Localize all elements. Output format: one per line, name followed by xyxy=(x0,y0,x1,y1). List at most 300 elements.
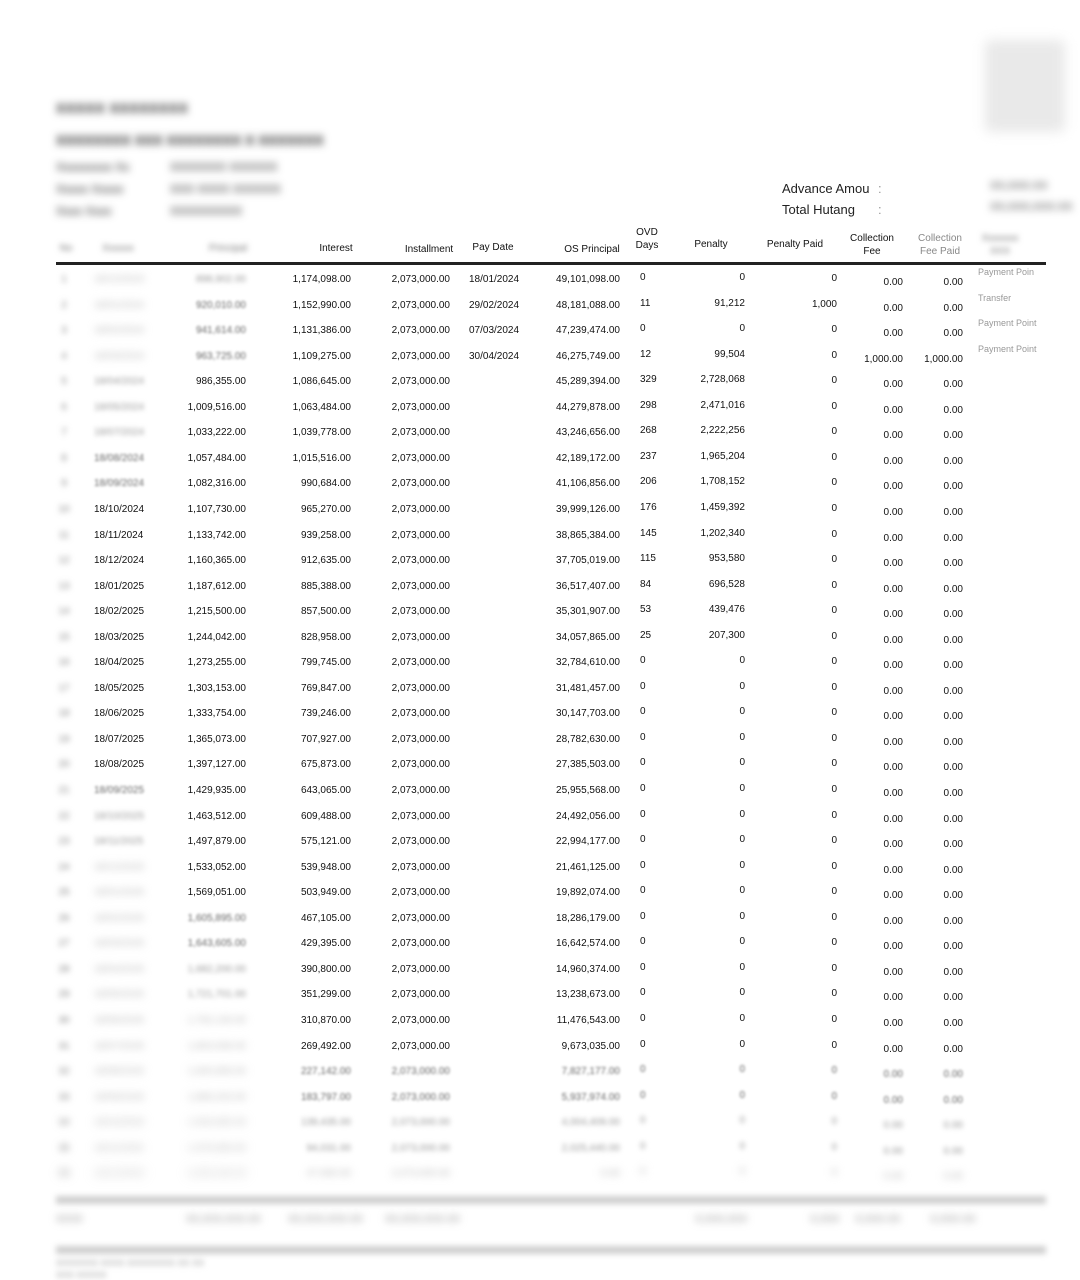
row-installment: 2,073,000.00 xyxy=(391,708,450,720)
row-penalty: 2,471,016 xyxy=(700,399,745,411)
row-penalty-paid: 0 xyxy=(831,502,837,514)
row-collection-fee-paid: 0.00 xyxy=(943,711,963,723)
row-penalty: 0 xyxy=(739,706,745,718)
row-interest: 1,063,484.00 xyxy=(292,401,351,413)
row-penalty: 207,300 xyxy=(708,629,745,641)
footer-print-note: XXXXXXX XXXX XXXXXXXX XX XX xyxy=(56,1257,205,1268)
footer-total-collection-fee-paid: X,XXX.XX xyxy=(930,1213,976,1225)
row-ovd-days: 0 xyxy=(640,1064,646,1076)
row-os-principal: 2,025,440.00 xyxy=(561,1142,620,1154)
row-penalty-paid: 0 xyxy=(831,681,837,693)
row-due-date: 18/01/2025 xyxy=(94,580,145,592)
row-collection-fee: 0.00 xyxy=(883,1145,903,1157)
row-due-date: 18/12/2026 xyxy=(94,1168,145,1180)
row-collection-fee: 0.00 xyxy=(883,609,903,621)
table-row xyxy=(0,450,1080,478)
row-collection-fee: 0.00 xyxy=(883,660,903,672)
row-collection-fee-paid: 1,000.00 xyxy=(924,353,963,365)
row-interest: 857,500.00 xyxy=(300,606,351,618)
row-installment: 2,073,000.00 xyxy=(391,1040,450,1052)
row-ovd-days: 53 xyxy=(640,604,652,616)
header-field-label: Xxxx Xxxx xyxy=(56,204,112,218)
row-penalty-paid: 0 xyxy=(831,1141,837,1153)
row-penalty: 0 xyxy=(739,1089,745,1101)
row-number: 2 xyxy=(61,299,67,311)
row-penalty: 91,212 xyxy=(714,297,745,309)
table-row xyxy=(0,501,1080,529)
row-collection-fee-paid: 0.00 xyxy=(943,1094,963,1106)
row-number: 7 xyxy=(61,427,67,439)
row-penalty: 439,476 xyxy=(708,604,745,616)
table-row xyxy=(0,887,1080,912)
row-principal: 1,569,051.00 xyxy=(187,887,246,899)
row-ovd-days: 84 xyxy=(640,578,652,590)
row-ovd-days: 237 xyxy=(640,450,657,462)
footer-total-collection-fee: X,XXX.XX xyxy=(855,1213,901,1225)
row-os-principal: 27,385,503.00 xyxy=(556,759,620,771)
row-penalty: 0 xyxy=(739,1115,745,1127)
row-installment: 2,073,000.00 xyxy=(391,810,450,822)
row-due-date: 18/10/2025 xyxy=(94,810,145,822)
row-os-principal: 25,955,568.00 xyxy=(556,785,620,796)
row-ovd-days: 0 xyxy=(640,1089,646,1101)
row-number: 17 xyxy=(58,682,70,694)
row-interest: 828,958.00 xyxy=(300,631,351,643)
row-principal: 1,273,255.00 xyxy=(187,657,246,669)
row-interest: 1,086,645.00 xyxy=(292,376,351,388)
row-principal: 920,010.00 xyxy=(195,299,246,311)
column-header-collection-fee-paid: Collection Fee Paid xyxy=(918,233,962,257)
row-due-date: 18/08/2025 xyxy=(94,759,145,771)
row-collection-fee: 0.00 xyxy=(883,941,903,953)
row-principal: 1,533,052.00 xyxy=(187,861,246,873)
table-row xyxy=(0,680,1080,708)
row-principal: 1,497,879.00 xyxy=(187,836,246,848)
row-collection-fee: 0.00 xyxy=(883,634,903,646)
row-installment: 2,073,000.00 xyxy=(391,631,450,643)
row-penalty: 1,202,340 xyxy=(700,527,745,539)
row-penalty-paid: 0 xyxy=(831,962,837,974)
row-interest: 939,258.00 xyxy=(300,529,351,541)
row-due-date: 18/05/2026 xyxy=(94,989,145,1001)
row-penalty: 2,222,256 xyxy=(700,425,745,437)
row-installment: 2,073,000.00 xyxy=(391,682,450,694)
footer-total-label: XXXX xyxy=(56,1213,83,1225)
row-collection-fee-paid: 0.00 xyxy=(943,430,963,442)
row-collection-fee: 0.00 xyxy=(883,915,903,927)
row-ovd-days: 0 xyxy=(640,323,646,335)
total-hutang-colon: : xyxy=(878,202,882,217)
row-number: 36 xyxy=(58,1168,70,1180)
row-installment: 2,073,000.00 xyxy=(391,325,450,337)
table-row xyxy=(0,478,1080,503)
row-principal: 1,244,042.00 xyxy=(187,631,246,643)
row-pay-date: 30/04/2024 xyxy=(469,350,520,362)
row-interest: 885,388.00 xyxy=(300,580,351,592)
row-collection-fee: 0.00 xyxy=(883,1120,903,1132)
column-header-no: No xyxy=(59,243,73,254)
row-os-principal: 48,181,088.00 xyxy=(556,299,620,311)
row-os-principal: 18,286,179.00 xyxy=(556,912,620,924)
row-os-principal: 46,275,749.00 xyxy=(556,350,620,362)
row-principal: 1,429,935.00 xyxy=(187,785,246,796)
row-penalty-paid: 0 xyxy=(831,1039,837,1051)
header-field-label: Xxxxxxxxx Xx xyxy=(56,160,130,174)
row-due-date: 18/02/2026 xyxy=(94,912,145,924)
row-number: 32 xyxy=(58,1066,70,1078)
total-hutang-value: XX,XXX,XXX.XX xyxy=(990,201,1073,213)
footer-total-interest: XX,XXX,XXX.XX xyxy=(288,1213,364,1225)
row-installment: 2,073,000.00 xyxy=(391,1014,450,1026)
table-row xyxy=(0,910,1080,938)
row-principal: 1,605,895.00 xyxy=(187,912,246,924)
row-os-principal: 9,673,035.00 xyxy=(561,1040,620,1052)
row-collection-fee-paid: 0.00 xyxy=(943,379,963,391)
footer-total-penalty-paid: X,XXX xyxy=(810,1213,840,1225)
row-number: 10 xyxy=(58,503,70,515)
row-principal: 1,033,222.00 xyxy=(187,427,246,439)
row-collection-fee: 0.00 xyxy=(883,404,903,416)
row-installment: 2,073,000.00 xyxy=(391,657,450,669)
row-interest: 575,121.00 xyxy=(300,836,351,848)
row-interest: 1,174,098.00 xyxy=(292,274,351,285)
row-collection-fee-paid: 0.00 xyxy=(943,966,963,978)
row-collection-fee-paid: 0.00 xyxy=(943,762,963,774)
row-penalty-paid: 0 xyxy=(831,656,837,668)
row-os-principal: 37,705,019.00 xyxy=(556,555,620,567)
row-penalty: 0 xyxy=(739,961,745,973)
row-installment: 2,073,000.00 xyxy=(391,401,450,413)
row-ovd-days: 0 xyxy=(640,808,646,820)
column-header-collection-fee: Collection Fee xyxy=(850,233,894,257)
row-penalty-paid: 0 xyxy=(831,451,837,463)
row-principal: 1,133,742.00 xyxy=(187,529,246,541)
column-header-extra: Xxxxxxx XXX xyxy=(981,233,1019,257)
row-principal: 1,762,130.00 xyxy=(187,1014,246,1026)
row-collection-fee-paid: 0.00 xyxy=(943,890,963,902)
row-os-principal: 45,289,394.00 xyxy=(556,376,620,388)
row-collection-fee: 0.00 xyxy=(883,788,903,799)
row-collection-fee-paid: 0.00 xyxy=(943,328,963,340)
row-interest: 1,015,516.00 xyxy=(292,452,351,464)
row-installment: 2,073,000.00 xyxy=(391,1091,450,1103)
row-collection-fee: 0.00 xyxy=(883,864,903,876)
row-installment: 2,073,000.00 xyxy=(391,427,450,439)
table-row xyxy=(0,427,1080,452)
row-due-date: 18/09/2025 xyxy=(94,785,145,796)
row-collection-fee: 0.00 xyxy=(883,481,903,493)
row-os-principal: 35,301,907.00 xyxy=(556,606,620,618)
table-row xyxy=(0,578,1080,606)
row-penalty-paid: 0 xyxy=(831,911,837,923)
row-installment: 2,073,000.00 xyxy=(391,887,450,899)
row-penalty: 0 xyxy=(739,1012,745,1024)
row-ovd-days: 176 xyxy=(640,501,657,513)
row-ovd-days: 298 xyxy=(640,399,657,411)
row-installment: 2,073,000.00 xyxy=(391,1168,450,1180)
row-collection-fee: 0.00 xyxy=(883,430,903,442)
row-number: 22 xyxy=(58,810,70,822)
row-penalty: 0 xyxy=(739,323,745,335)
table-row xyxy=(0,961,1080,989)
row-penalty-paid: 0 xyxy=(831,732,837,744)
row-collection-fee-paid: 0.00 xyxy=(943,839,963,851)
row-interest: 310,870.00 xyxy=(300,1014,351,1026)
header-field-value: XXXXXXXXX xyxy=(170,204,243,218)
company-logo xyxy=(985,40,1065,132)
table-row xyxy=(0,555,1080,580)
row-penalty: 0 xyxy=(739,859,745,871)
row-due-date: 18/01/2026 xyxy=(94,887,145,899)
row-penalty: 953,580 xyxy=(708,553,745,565)
row-due-date: 18/12/2025 xyxy=(94,861,145,873)
row-number: 33 xyxy=(58,1091,70,1103)
row-number: 19 xyxy=(58,733,70,745)
row-penalty-paid: 0 xyxy=(831,988,837,1000)
row-number: 6 xyxy=(61,401,67,413)
row-collection-fee-paid: 0.00 xyxy=(943,813,963,825)
column-header-due-date: Xxxxxx xyxy=(102,243,134,254)
row-number: 5 xyxy=(61,376,67,388)
column-header-principal: Principal xyxy=(208,243,248,254)
row-collection-fee-paid: 0.00 xyxy=(943,583,963,595)
table-row xyxy=(0,292,1080,325)
row-number: 23 xyxy=(58,836,70,848)
row-os-principal: 11,476,543.00 xyxy=(556,1014,620,1026)
row-penalty-paid: 0 xyxy=(831,1013,837,1025)
row-collection-fee-paid: 0.00 xyxy=(943,404,963,416)
table-row xyxy=(0,708,1080,733)
row-interest: 467,105.00 xyxy=(300,912,351,924)
row-ovd-days: 0 xyxy=(640,1140,646,1152)
row-interest: 707,927.00 xyxy=(300,733,351,745)
row-installment: 2,073,000.00 xyxy=(391,606,450,618)
row-collection-fee-paid: 0.00 xyxy=(943,864,963,876)
row-installment: 2,073,000.00 xyxy=(391,938,450,950)
row-number: 11 xyxy=(58,529,70,541)
row-due-date: 18/08/2024 xyxy=(94,452,145,464)
row-number: 1 xyxy=(61,274,67,285)
row-interest: 227,142.00 xyxy=(300,1066,351,1078)
row-os-principal: 42,189,172.00 xyxy=(556,452,620,464)
row-installment: 2,073,000.00 xyxy=(391,1066,450,1078)
row-interest: 1,152,990.00 xyxy=(292,299,351,311)
row-penalty: 0 xyxy=(739,834,745,846)
row-due-date: 18/02/2025 xyxy=(94,606,145,618)
row-penalty-paid: 0 xyxy=(831,528,837,540)
row-principal: 1,107,730.00 xyxy=(187,503,246,515)
row-due-date: 18/09/2024 xyxy=(94,478,145,490)
row-number: 15 xyxy=(58,631,70,643)
row-number: 30 xyxy=(58,1014,70,1026)
row-penalty-paid: 1,000 xyxy=(811,298,837,310)
row-principal: 1,215,500.00 xyxy=(187,606,246,618)
row-collection-fee: 1,000.00 xyxy=(864,353,903,365)
row-collection-fee: 0.00 xyxy=(883,992,903,1004)
row-ovd-days: 0 xyxy=(640,655,646,667)
table-row xyxy=(0,785,1080,810)
row-number: 8 xyxy=(61,452,67,464)
row-ovd-days: 268 xyxy=(640,425,657,437)
row-interest: 739,246.00 xyxy=(300,708,351,720)
row-number: 26 xyxy=(58,912,70,924)
row-installment: 2,073,000.00 xyxy=(391,376,450,388)
advance-amount-value: XX,XXX.XX xyxy=(990,180,1048,192)
row-collection-fee: 0.00 xyxy=(883,532,903,544)
row-due-date: 18/05/2024 xyxy=(94,401,145,413)
table-row xyxy=(0,1168,1080,1193)
row-collection-fee-paid: 0.00 xyxy=(943,506,963,518)
footer-total-installment: XX,XXX,XXX.XX xyxy=(385,1213,461,1225)
row-penalty: 0 xyxy=(739,910,745,922)
table-row xyxy=(0,1117,1080,1142)
row-os-principal: 13,238,673.00 xyxy=(556,989,620,1001)
column-header-pay-date: Pay Date xyxy=(472,242,514,253)
table-row xyxy=(0,836,1080,861)
row-interest: 429,395.00 xyxy=(300,938,351,950)
row-collection-fee-paid: 0.00 xyxy=(943,941,963,953)
row-penalty: 1,459,392 xyxy=(700,501,745,513)
row-number: 27 xyxy=(58,938,70,950)
row-collection-fee: 0.00 xyxy=(883,1043,903,1055)
header-field-label: Xxxxx Xxxxx xyxy=(56,182,124,196)
row-interest: 94,031.00 xyxy=(306,1142,351,1154)
row-penalty-paid: 0 xyxy=(831,758,837,770)
row-os-principal: 41,106,856.00 xyxy=(556,478,620,490)
row-collection-fee-paid: 0.00 xyxy=(943,736,963,748)
row-number: 13 xyxy=(58,580,70,592)
row-os-principal: 47,239,474.00 xyxy=(556,325,620,337)
row-number: 31 xyxy=(58,1040,70,1052)
row-ovd-days: 0 xyxy=(640,731,646,743)
row-principal: 1,397,127.00 xyxy=(187,759,246,771)
row-collection-fee: 0.00 xyxy=(883,711,903,723)
row-payment-channel: Payment Point xyxy=(978,318,1037,329)
row-installment: 2,073,000.00 xyxy=(391,452,450,464)
table-row xyxy=(0,1012,1080,1040)
row-penalty-paid: 0 xyxy=(831,1116,837,1128)
row-os-principal: 31,481,457.00 xyxy=(556,682,620,694)
row-penalty: 0 xyxy=(739,757,745,769)
table-row xyxy=(0,1089,1080,1117)
row-number: 9 xyxy=(61,478,67,490)
row-payment-channel: Payment Point xyxy=(978,343,1037,354)
row-ovd-days: 11 xyxy=(640,297,651,309)
row-ovd-days: 145 xyxy=(640,527,657,539)
row-collection-fee: 0.00 xyxy=(883,1171,903,1183)
total-hutang-label: Total Hutang xyxy=(782,202,855,217)
row-collection-fee-paid: 0.00 xyxy=(943,788,963,799)
row-principal: 1,978,969.00 xyxy=(187,1142,246,1154)
row-ovd-days: 0 xyxy=(640,1166,646,1178)
row-penalty-paid: 0 xyxy=(831,835,837,847)
row-ovd-days: 0 xyxy=(640,706,646,718)
table-row xyxy=(0,759,1080,784)
row-installment: 2,073,000.00 xyxy=(391,759,450,771)
row-interest: 769,847.00 xyxy=(300,682,351,694)
row-due-date: 18/03/2026 xyxy=(94,938,145,950)
row-principal: 1,803,508.00 xyxy=(187,1040,246,1052)
row-interest: 1,039,778.00 xyxy=(292,427,351,439)
row-penalty-paid: 0 xyxy=(831,324,837,336)
row-due-date: 18/07/2026 xyxy=(94,1040,145,1052)
row-collection-fee-paid: 0.00 xyxy=(943,1145,963,1157)
row-interest: 47,560.00 xyxy=(306,1168,351,1180)
row-collection-fee: 0.00 xyxy=(883,966,903,978)
row-installment: 2,073,000.00 xyxy=(391,529,450,541)
row-due-date: 18/12/2024 xyxy=(94,555,145,567)
row-collection-fee: 0.00 xyxy=(883,328,903,340)
row-pay-date: 07/03/2024 xyxy=(469,325,520,337)
row-installment: 2,073,000.00 xyxy=(391,1117,450,1129)
row-penalty: 0 xyxy=(739,272,745,283)
footer-total-principal: XX,XXX,XXX.XX xyxy=(186,1213,262,1225)
row-due-date: 18/12/2023 xyxy=(94,274,145,285)
row-collection-fee-paid: 0.00 xyxy=(943,1120,963,1132)
row-interest: 990,684.00 xyxy=(300,478,351,490)
footer-bottom-rule xyxy=(56,1246,1046,1254)
footer-print-note: XXX XXXXX xyxy=(56,1269,107,1280)
row-interest: 799,745.00 xyxy=(300,657,351,669)
row-interest: 965,270.00 xyxy=(300,503,351,515)
column-header-penalty: Penalty xyxy=(694,239,728,250)
row-due-date: 18/10/2024 xyxy=(94,503,145,515)
row-interest: 269,492.00 xyxy=(300,1040,351,1052)
row-interest: 390,800.00 xyxy=(300,963,351,975)
row-penalty-paid: 0 xyxy=(831,707,837,719)
row-penalty: 0 xyxy=(739,680,745,692)
row-due-date: 18/03/2025 xyxy=(94,631,145,643)
row-collection-fee: 0.00 xyxy=(883,455,903,467)
row-due-date: 18/03/2024 xyxy=(94,350,145,362)
row-collection-fee: 0.00 xyxy=(883,277,903,288)
row-collection-fee: 0.00 xyxy=(883,1069,903,1081)
table-row xyxy=(0,606,1080,631)
row-installment: 2,073,000.00 xyxy=(391,912,450,924)
row-principal: 2,025,440.00 xyxy=(187,1168,246,1180)
advance-amount-colon: : xyxy=(878,181,882,196)
row-interest: 912,635.00 xyxy=(300,555,351,567)
row-interest: 675,873.00 xyxy=(300,759,351,771)
row-penalty: 0 xyxy=(739,885,745,897)
row-penalty: 1,965,204 xyxy=(700,450,745,462)
row-number: 24 xyxy=(58,861,70,873)
row-collection-fee-paid: 0.00 xyxy=(943,558,963,570)
row-number: 16 xyxy=(58,657,70,669)
row-principal: 1,933,565.00 xyxy=(187,1117,246,1129)
row-due-date: 18/08/2026 xyxy=(94,1066,145,1078)
table-row xyxy=(0,989,1080,1014)
row-penalty: 0 xyxy=(739,987,745,999)
row-due-date: 18/06/2025 xyxy=(94,708,145,720)
row-due-date: 18/05/2025 xyxy=(94,682,145,694)
row-number: 4 xyxy=(61,350,67,362)
row-penalty-paid: 0 xyxy=(831,375,837,387)
row-installment: 2,073,000.00 xyxy=(391,503,450,515)
row-collection-fee-paid: 0.00 xyxy=(943,685,963,697)
row-ovd-days: 0 xyxy=(640,272,646,283)
row-interest: 351,299.00 xyxy=(300,989,351,1001)
table-row xyxy=(0,1140,1080,1168)
row-penalty: 696,528 xyxy=(708,578,745,590)
row-principal: 1,187,612.00 xyxy=(187,580,246,592)
row-collection-fee: 0.00 xyxy=(883,583,903,595)
row-installment: 2,073,000.00 xyxy=(391,478,450,490)
row-ovd-days: 115 xyxy=(640,553,656,565)
row-pay-date: 29/02/2024 xyxy=(469,299,520,311)
row-os-principal: 14,960,374.00 xyxy=(556,963,620,975)
row-penalty-paid: 0 xyxy=(831,349,837,361)
